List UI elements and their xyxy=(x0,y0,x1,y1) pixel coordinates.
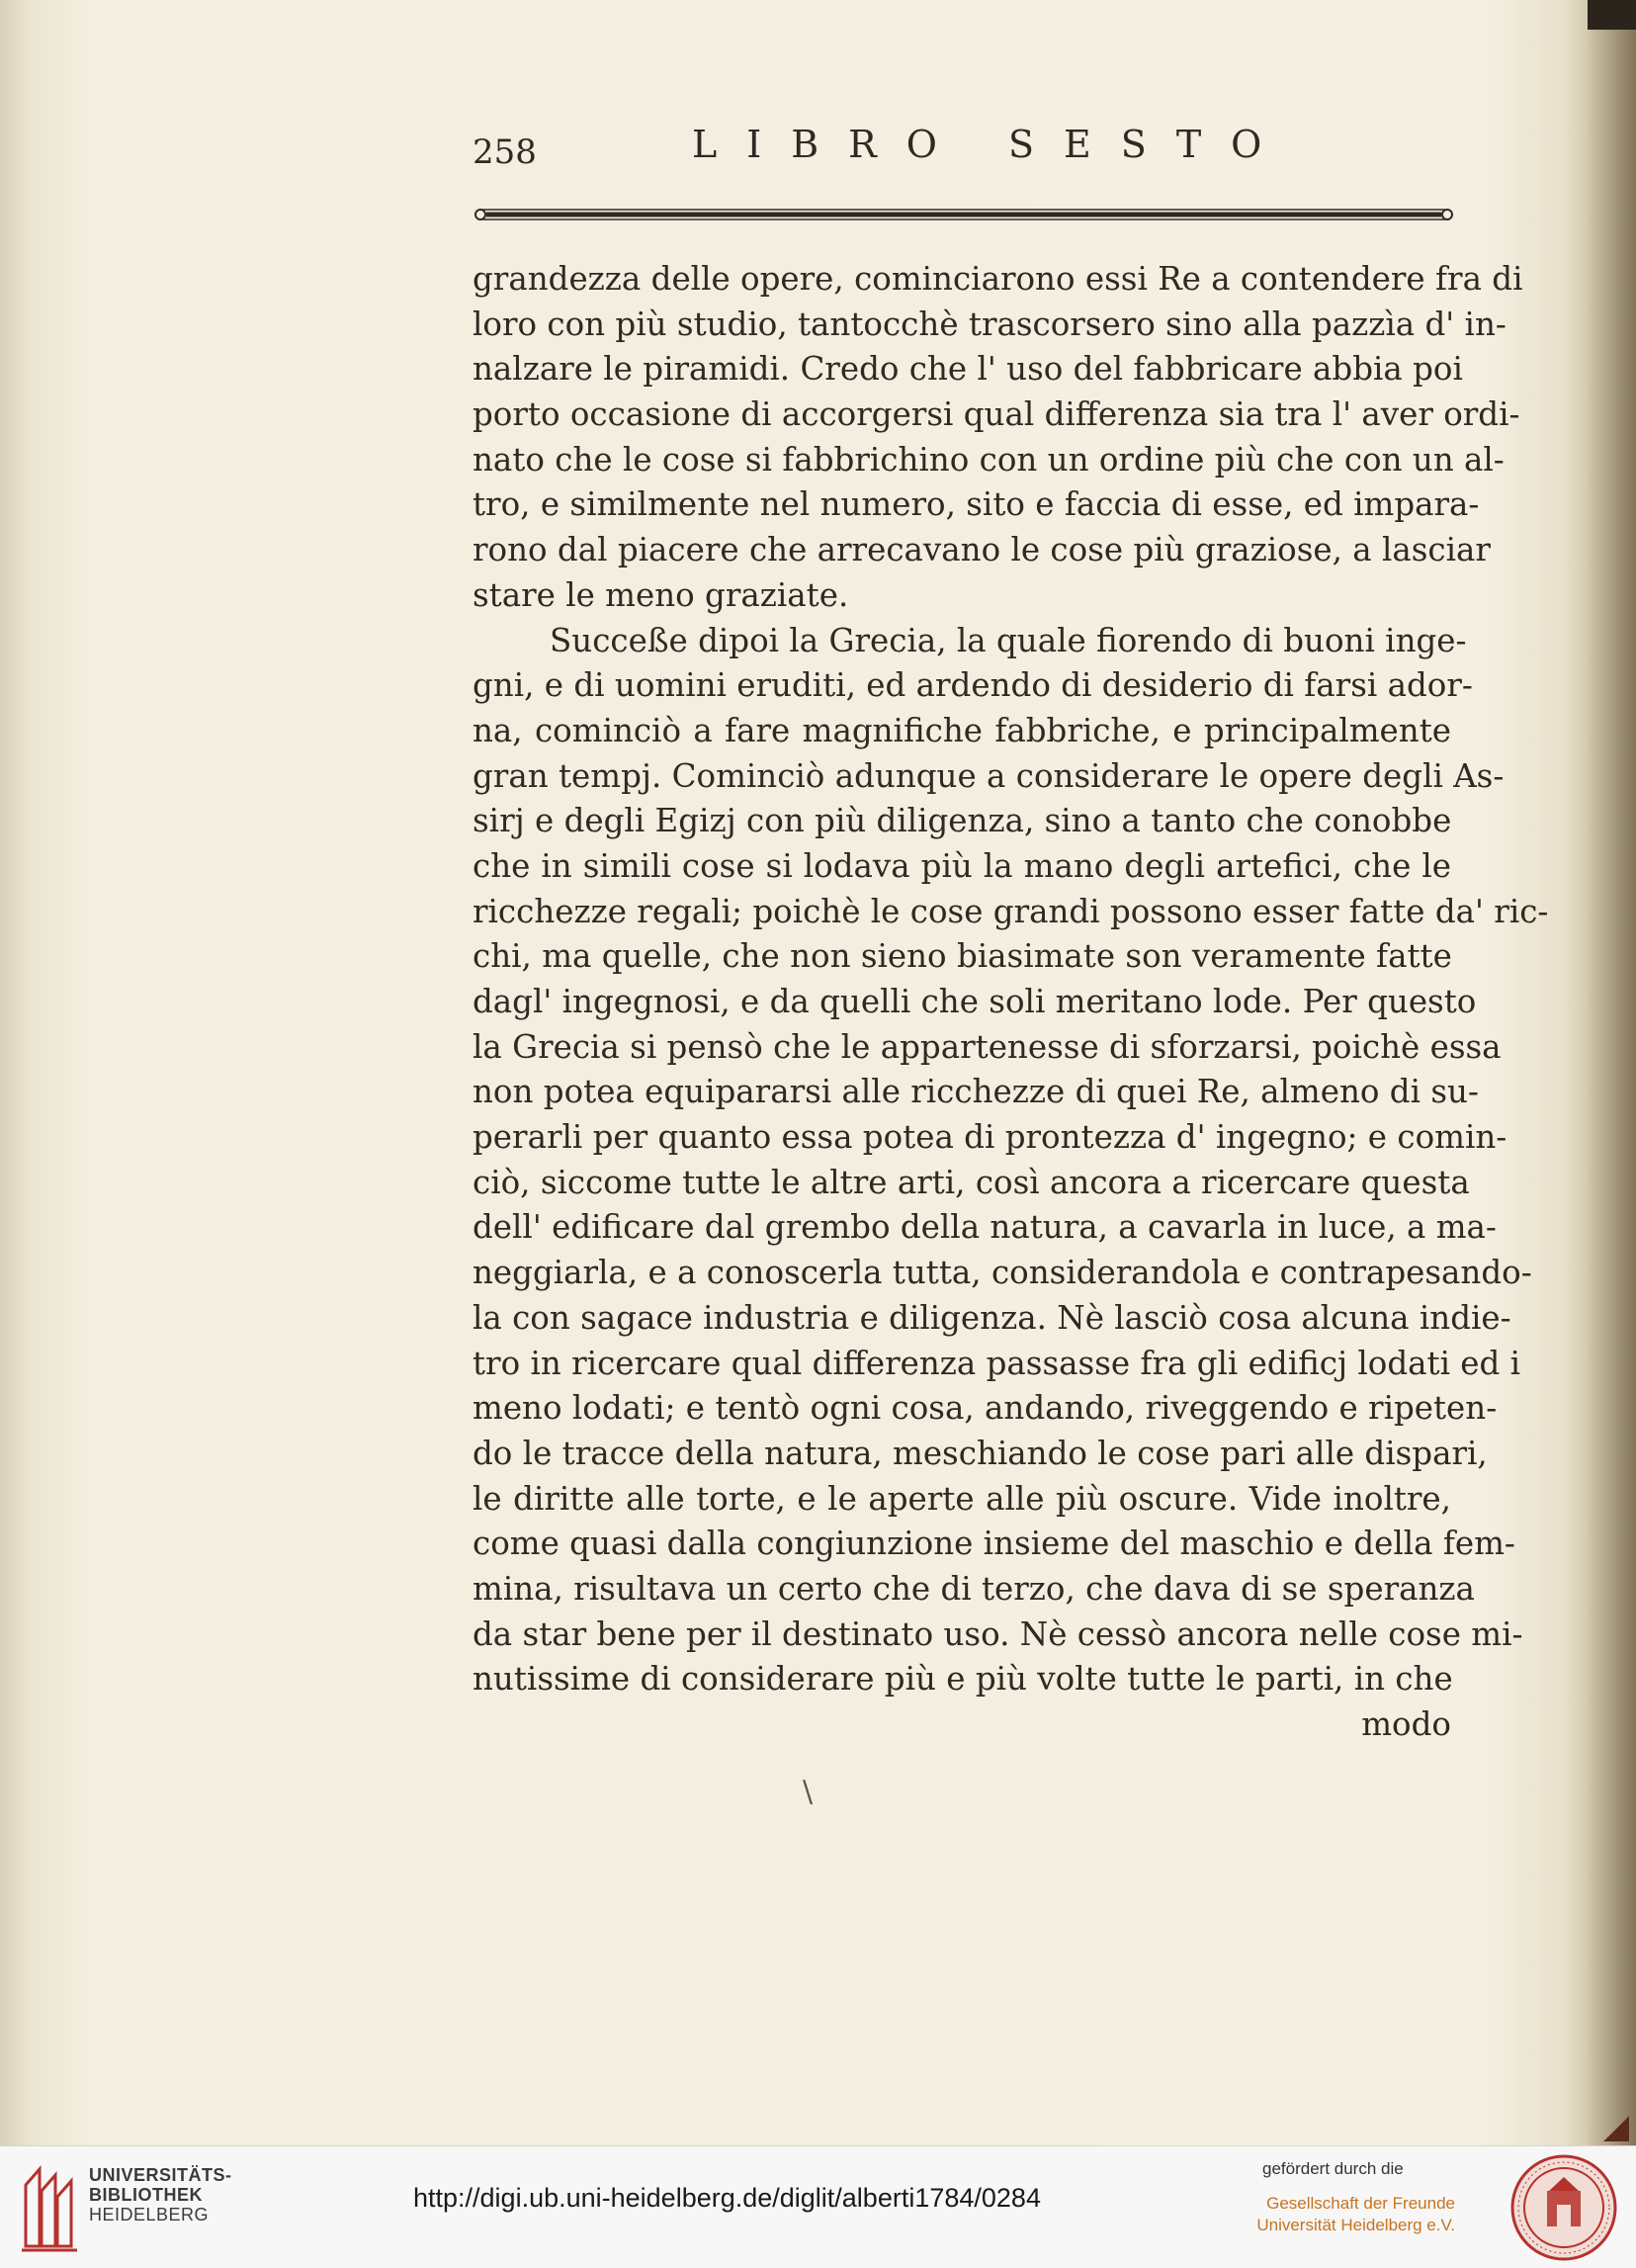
text-line: perarli per quanto essa potea di prontezza d' ingegno; e comin- xyxy=(473,1118,1507,1157)
library-name-line2: BIBLIOTHEK xyxy=(89,2185,203,2205)
library-name-line1: UNIVERSITÄTS- xyxy=(89,2165,232,2185)
text-line: meno lodati; e tentò ogni cosa, andando, riveggendo e ripeten- xyxy=(473,1389,1498,1428)
text-line: chi, ma quelle, che non sieno biasimate son veramente fatte xyxy=(473,937,1452,976)
text-line: nalzare le piramidi. Credo che l' uso del fabbricare abbia poi xyxy=(473,350,1463,389)
text-line: neggiarla, e a conoscerla tutta, considerandola e contrapesando- xyxy=(473,1254,1532,1292)
text-line: che in simili cose si lodava più la mano degli artefici, che le xyxy=(473,846,1451,885)
sponsor-name-line2: Universität Heidelberg e.V. xyxy=(1256,2216,1455,2234)
text-line: porto occasione di accorgersi qual differenza sia tra l' aver ordi- xyxy=(473,395,1520,434)
text-line: Succeße dipoi la Grecia, la quale fiorendo di buoni inge- xyxy=(550,621,1467,659)
text-line: rono dal piacere che arrecavano le cose più graziose, a lasciar xyxy=(473,531,1491,569)
text-line: ciò, siccome tutte le altre arti, così ancora a ricercare questa xyxy=(473,1163,1470,1201)
text-line: come quasi dalla congiunzione insieme del maschio e della fem- xyxy=(473,1525,1515,1563)
text-line: stare le meno graziate. xyxy=(473,575,849,614)
text-line: nutissime di considerare più e più volte tutte le parti, in che xyxy=(473,1660,1453,1699)
text-line: nato che le cose si fabbrichino con un ordine più che con un al- xyxy=(473,440,1505,479)
text-line: loro con più studio, tantocchè trascorsero sino alla pazzìa d' in- xyxy=(473,305,1507,343)
text-line: do le tracce della natura, meschiando le cose pari alle dispari, xyxy=(473,1434,1488,1472)
page-edge-shadow xyxy=(1587,0,1636,2145)
library-city: HEIDELBERG xyxy=(89,2205,210,2224)
university-seal-icon xyxy=(1509,2153,1618,2262)
text-line: mina, risultava un certo che di terzo, che dava di se speranza xyxy=(473,1569,1475,1608)
text-line: ricchezze regali; poichè le cose grandi possono esser fatte da' ric- xyxy=(473,892,1549,930)
text-line: non potea equipararsi alle ricchezze di quei Re, almeno di su- xyxy=(473,1073,1479,1111)
text-line: da star bene per il destinato uso. Nè cessò ancora nelle cose mi- xyxy=(473,1614,1523,1653)
stray-mark: \ xyxy=(803,1775,814,1809)
header-rule xyxy=(473,206,1455,225)
text-line: gran tempj. Cominciò adunque a considerare le opere degli As- xyxy=(473,756,1505,795)
university-library-logo-icon xyxy=(18,2155,82,2254)
text-line: tro, e similmente nel numero, sito e faccia di esse, ed impara- xyxy=(473,485,1480,524)
text-line: na, cominciò a fare magnifiche fabbriche, e principalmente xyxy=(473,711,1451,749)
page-number: 258 xyxy=(473,132,537,172)
text-line: la Grecia si pensò che le appartenesse di sforzarsi, poichè essa xyxy=(473,1027,1502,1066)
text-line: le diritte alle torte, e le aperte alle più oscure. Vide inoltre, xyxy=(473,1479,1451,1518)
text-line: grandezza delle opere, cominciarono essi Re a contendere fra di xyxy=(473,260,1523,298)
text-line: gni, e di uomini eruditi, ed ardendo di desiderio di farsi ador- xyxy=(473,666,1473,705)
sponsor-name-line1: Gesellschaft der Freunde xyxy=(1266,2194,1455,2213)
body-text xyxy=(473,257,1549,1748)
page-corner-fold xyxy=(1603,2116,1629,2141)
text-line: la con sagace industria e diligenza. Nè lasciò cosa alcuna indie- xyxy=(473,1298,1511,1337)
text-line: sirj e degli Egizj con più diligenza, sino a tanto che conobbe xyxy=(473,802,1452,840)
sponsor-label: gefördert durch die xyxy=(1262,2159,1404,2178)
permalink-url[interactable]: http://digi.ub.uni-heidelberg.de/diglit/alberti1784/0284 xyxy=(413,2183,1041,2213)
text-line: modo xyxy=(1361,1705,1451,1743)
corner-mark xyxy=(1588,0,1636,30)
text-line: tro in ricercare qual differenza passasse fra gli edificj lodati ed i xyxy=(473,1344,1521,1382)
text-line: dagl' ingegnosi, e da quelli che soli meritano lode. Per questo xyxy=(473,983,1477,1020)
text-line: dell' edificare dal grembo della natura, a cavarla in luce, a ma- xyxy=(473,1208,1497,1247)
running-head: LIBRO SESTO xyxy=(692,123,1292,166)
